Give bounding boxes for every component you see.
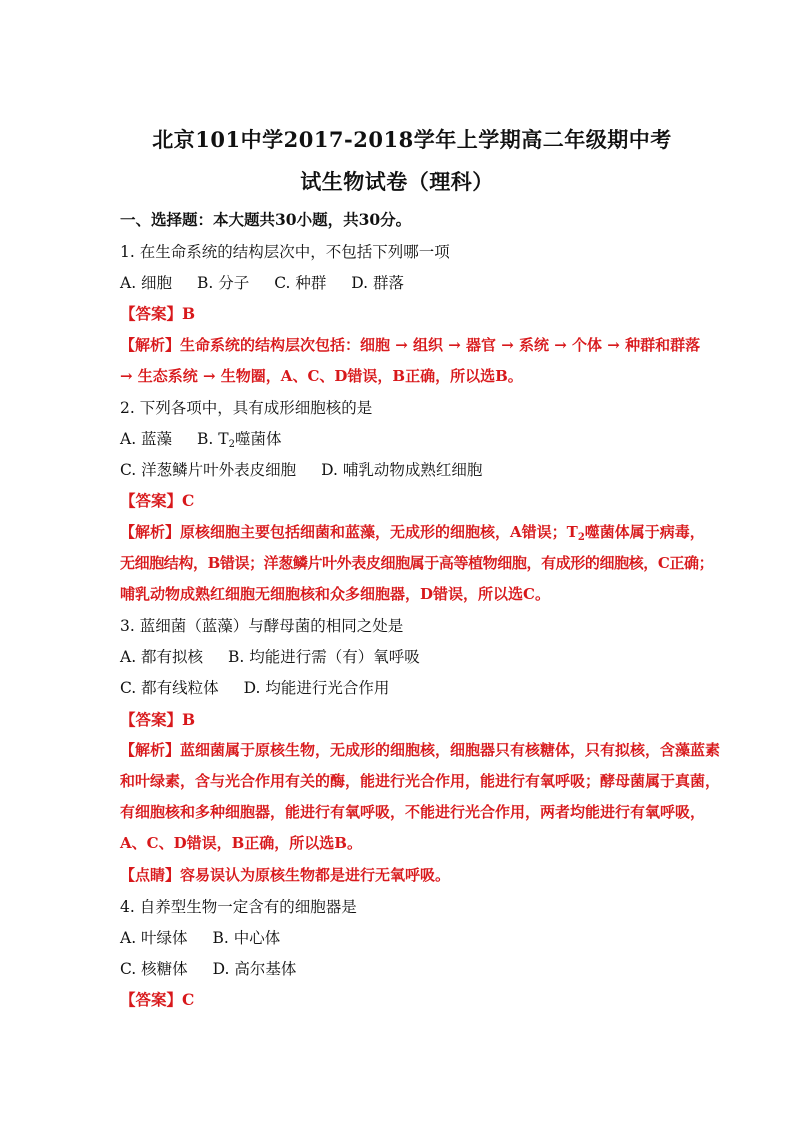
q2-explanation-line1: 【解析】原核细胞主要包括细菌和蓝藻，无成形的细胞核，A错误；$T_2$噬菌体属于病毒， xyxy=(120,523,705,543)
q3-option-b: B. 均能进行需（有）氧呼吸 xyxy=(228,648,420,666)
q3-explanation-line2: 和叶绿素，含与光合作用有关的酶，能进行光合作用，能进行有氧呼吸；酵母菌属于真菌， xyxy=(120,772,721,790)
q2-stem: 2. 下列各项中，具有成形细胞核的是 xyxy=(120,399,373,417)
q4-stem: 4. 自养型生物一定含有的细胞器是 xyxy=(120,898,357,916)
q1-options xyxy=(120,271,424,293)
q3-explanation-line1: 【解析】蓝细菌属于原核生物，无成形的细胞核，细胞器只有核糖体，只有拟核，含藻蓝素 xyxy=(120,741,721,759)
q1-explanation-line2: → 生态系统 → 生物圈，A、C、D错误，B正确，所以选B。 xyxy=(120,367,523,385)
q2-explanation-line3: 哺乳动物成熟红细胞无细胞核和众多细胞器，D错误，所以选C。 xyxy=(120,585,550,603)
q4-option-a: A. 叶绿体 xyxy=(120,929,188,947)
q4-option-d: D. 高尔基体 xyxy=(212,960,297,978)
q2-option-a: A. 蓝藻 xyxy=(120,430,173,448)
q3-options-cd xyxy=(120,676,389,698)
q4-option-b: B. 中心体 xyxy=(212,929,281,947)
q2-option-d: D. 哺乳动物成熟红细胞 xyxy=(321,461,483,479)
q2-options-cd xyxy=(120,458,482,480)
q3-option-d: D. 均能进行光合作用 xyxy=(243,679,390,697)
q1-explanation-line1: 【解析】生命系统的结构层次包括：细胞 → 组织 → 器官 → 系统 → 个体 → 种群和群落 xyxy=(120,336,701,354)
q3-option-a: A. 都有拟核 xyxy=(120,648,204,666)
exam-title-line1: 北京101中学2017-2018学年上学期高二年级期中考 xyxy=(152,127,672,152)
q4-option-c: C. 核糖体 xyxy=(120,960,188,978)
q1-answer: 【答案】B xyxy=(120,304,196,323)
q2-option-b: B. $T_2$噬菌体 xyxy=(197,430,282,450)
q2-option-c: C. 洋葱鳞片叶外表皮细胞 xyxy=(120,461,297,479)
exam-title-line2: 试生物试卷（理科） xyxy=(300,169,494,194)
q3-answer: 【答案】B xyxy=(120,710,196,729)
q3-option-c: C. 都有线粒体 xyxy=(120,679,219,697)
q1-option-a: A. 细胞 xyxy=(120,274,173,292)
q1-option-b: B. 分子 xyxy=(197,274,250,292)
q3-stem: 3. 蓝细菌（蓝藻）与酵母菌的相同之处是 xyxy=(120,617,404,635)
q3-note: 【点睛】容易误认为原核生物都是进行无氧呼吸。 xyxy=(120,866,451,884)
q2-options-ab xyxy=(120,427,281,450)
q2-explanation-line2: 无细胞结构，B错误；洋葱鳞片叶外表皮细胞属于高等植物细胞，有成形的细胞核，C正确； xyxy=(120,554,714,572)
q4-options-cd xyxy=(120,957,296,979)
q3-explanation-line3: 有细胞核和多种细胞器，能进行有氧呼吸，不能进行光合作用，两者均能进行有氧呼吸， xyxy=(120,803,706,821)
q1-option-d: D. 群落 xyxy=(351,274,405,292)
q1-option-c: C. 种群 xyxy=(274,274,327,292)
q4-options-ab xyxy=(120,926,280,948)
section-heading: 一、选择题：本大题共30小题，共30分。 xyxy=(120,210,412,229)
q3-options-ab xyxy=(120,645,420,667)
q1-stem: 1. 在生命系统的结构层次中，不包括下列哪一项 xyxy=(120,243,450,261)
q2-answer: 【答案】C xyxy=(120,491,195,510)
q4-answer: 【答案】C xyxy=(120,990,195,1009)
q3-explanation-line4: A、C、D错误，B正确，所以选B。 xyxy=(120,834,362,852)
